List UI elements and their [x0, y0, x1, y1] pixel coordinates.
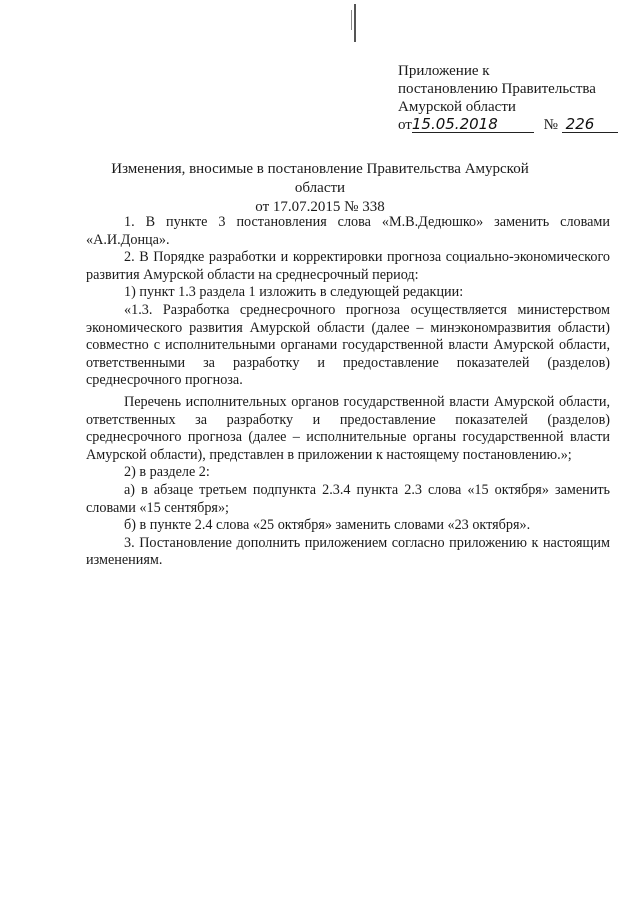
paragraph-2: 2. В Порядке разработки и корректировки прогноза социально-экономического развития Амурской области на среднесрочный период:: [86, 249, 610, 283]
binding-mark: [354, 4, 356, 42]
appendix-line-3: Амурской области: [398, 99, 516, 115]
paragraph-9: 3. Постановление дополнить приложением согласно приложению к настоящим изменениям.: [86, 534, 610, 569]
handwritten-number: 226: [562, 116, 618, 133]
title-line-1: Изменения, вносимые в постановление Правительства Амурской области: [111, 161, 529, 196]
document-body: [86, 214, 610, 570]
paragraph-6: 2) в разделе 2:: [124, 464, 210, 481]
number-prefix: №: [543, 117, 558, 133]
title-line-2: от 17.07.2015 № 338: [255, 199, 385, 215]
appendix-line-2: постановлению Правительства: [398, 81, 596, 97]
document-title: [100, 160, 540, 217]
paragraph-1: 1. В пункте 3 постановления слова «М.В.Дедюшко» заменить словами «А.И.Донца».: [86, 214, 610, 248]
appendix-date-line: [398, 116, 618, 134]
paragraph-5: Перечень исполнительных органов государственной власти Амурской области, ответственных за разработку и предоставление показателей (разделов) среднесрочного прогноза (далее – исполнительные органы государственной власти Амурской области), представлен в приложении к настоящему постановлению.»;: [86, 393, 610, 463]
appendix-line-1: Приложение к: [398, 63, 490, 79]
binding-mark-secondary: [351, 10, 352, 30]
paragraph-4: «1.3. Разработка среднесрочного прогноза осуществляется министерством экономического развития Амурской области (далее – минэкономразвития области) совместно с исполнительными органами государственной власти Амурской области, ответственными за разработку и предоставление показателей (разделов) среднесрочного прогноза.: [86, 301, 610, 389]
paragraph-3: 1) пункт 1.3 раздела 1 изложить в следующей редакции:: [124, 284, 464, 301]
date-prefix: от: [398, 117, 412, 133]
appendix-header: [398, 62, 618, 134]
handwritten-date: 15.05.2018: [412, 116, 534, 133]
paragraph-7: а) в абзаце третьем подпункта 2.3.4 пункта 2.3 слова «15 октября» заменить словами «15 сентября»;: [86, 481, 610, 516]
paragraph-8: б) в пункте 2.4 слова «25 октября» заменить словами «23 октября».: [124, 517, 531, 534]
